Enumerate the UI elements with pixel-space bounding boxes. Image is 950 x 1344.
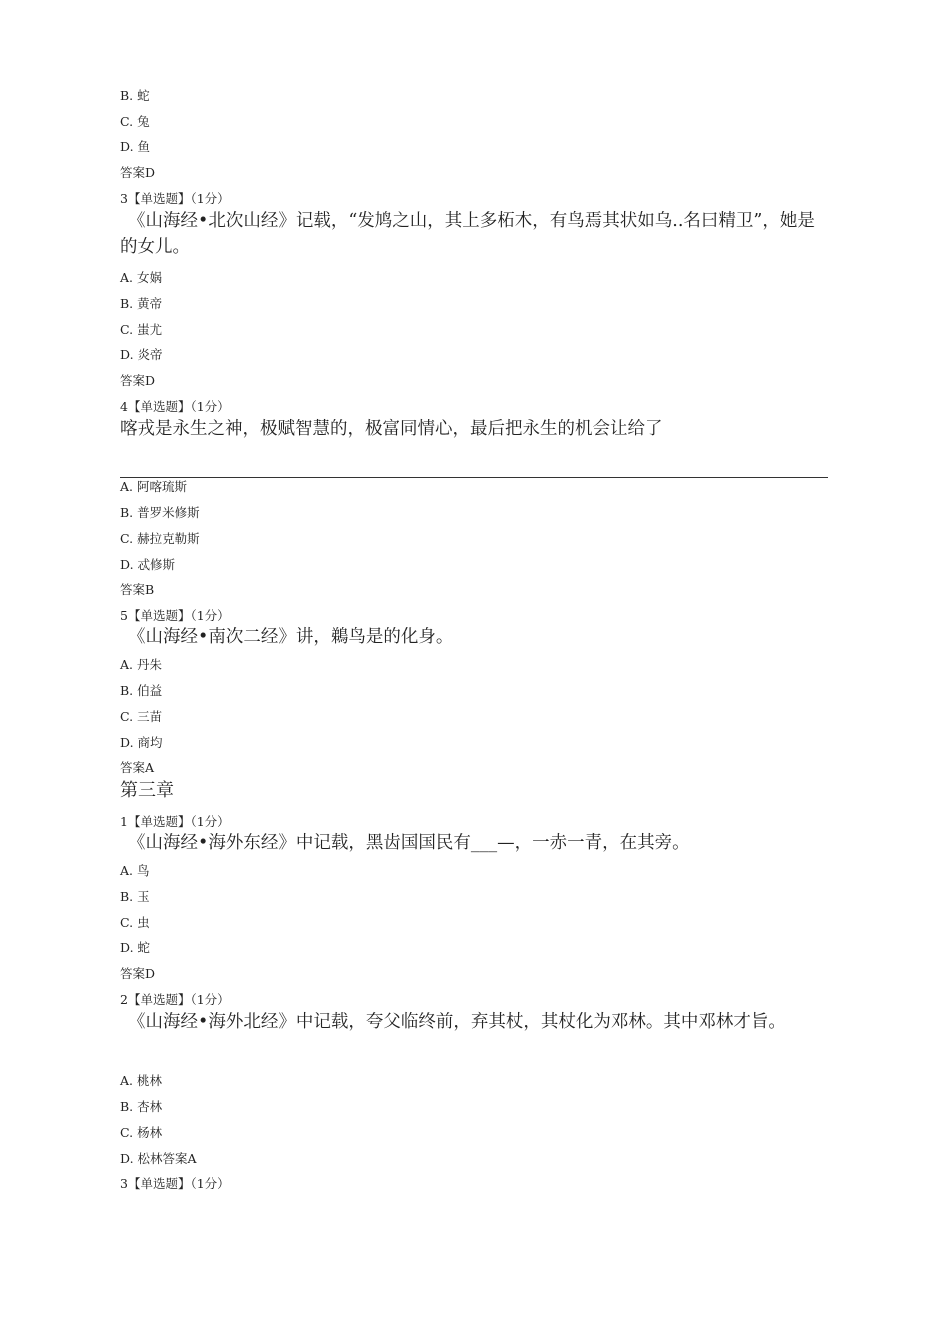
question-text: 《山海经•海外北经》中记载，夸父临终前，弃其杖，其杖化为邓林。其中邓林才旨。 (128, 1012, 786, 1032)
option-d: D. 鱼 (120, 139, 151, 154)
option-d: D. 松林答案A (120, 1151, 197, 1166)
option-b: B. 玉 (120, 889, 150, 904)
option-a: A. 女娲 (120, 270, 162, 285)
option-d: D. 商均 (120, 735, 163, 750)
option-c: C. 蚩尤 (120, 322, 163, 337)
option-c: C. 赫拉克勒斯 (120, 531, 200, 546)
answer-line: 答案A (120, 760, 155, 775)
answer-line: 答案D (120, 373, 156, 388)
question-text: 《山海经•北次山经》记载，“发鸠之山，其上多柘木，有鸟焉其状如乌..名曰精卫”，她是的女儿。 (120, 211, 815, 257)
question-text: 《山海经•海外东经》中记载，黑齿国国民有___—，一赤一青，在其旁。 (128, 833, 690, 853)
answer-line: 答案B (120, 582, 155, 597)
answer-blank-line (120, 477, 828, 478)
chapter-title: 第三章 (120, 780, 174, 801)
option-d: D. 忒修斯 (120, 557, 176, 572)
option-c: C. 杨林 (120, 1125, 163, 1140)
option-c: C. 三苗 (120, 709, 163, 724)
option-d: D. 蛇 (120, 940, 151, 955)
option-a: A. 阿喀琉斯 (120, 479, 187, 494)
option-b: B. 普罗米修斯 (120, 505, 200, 520)
question-header: 4【单选题】（1分） (120, 399, 230, 414)
question-text: 喀戎是永生之神，极赋智慧的，极富同情心，最后把永生的机会让给了 (120, 419, 663, 439)
question-header: 3【单选题】（1分） (120, 1176, 230, 1191)
question-text: 《山海经•南次二经》讲，鵜鸟是的化身。 (128, 627, 454, 647)
option-a: A. 桃林 (120, 1073, 162, 1088)
option-c: C. 兔 (120, 114, 150, 129)
question-header: 1【单选题】（1分） (120, 814, 230, 829)
option-b: B. 杏林 (120, 1099, 163, 1114)
option-b: B. 蛇 (120, 88, 150, 103)
option-d: D. 炎帝 (120, 347, 163, 362)
question-header: 2【单选题】（1分） (120, 992, 230, 1007)
question-header: 5【单选题】（1分） (120, 608, 230, 623)
question-header: 3【单选题】（1分） (120, 191, 230, 206)
option-c: C. 虫 (120, 915, 150, 930)
option-b: B. 黄帝 (120, 296, 163, 311)
answer-line: 答案D (120, 966, 156, 981)
option-a: A. 丹朱 (120, 657, 162, 672)
option-b: B. 伯益 (120, 683, 163, 698)
answer-line: 答案D (120, 165, 156, 180)
option-a: A. 鸟 (120, 863, 150, 878)
